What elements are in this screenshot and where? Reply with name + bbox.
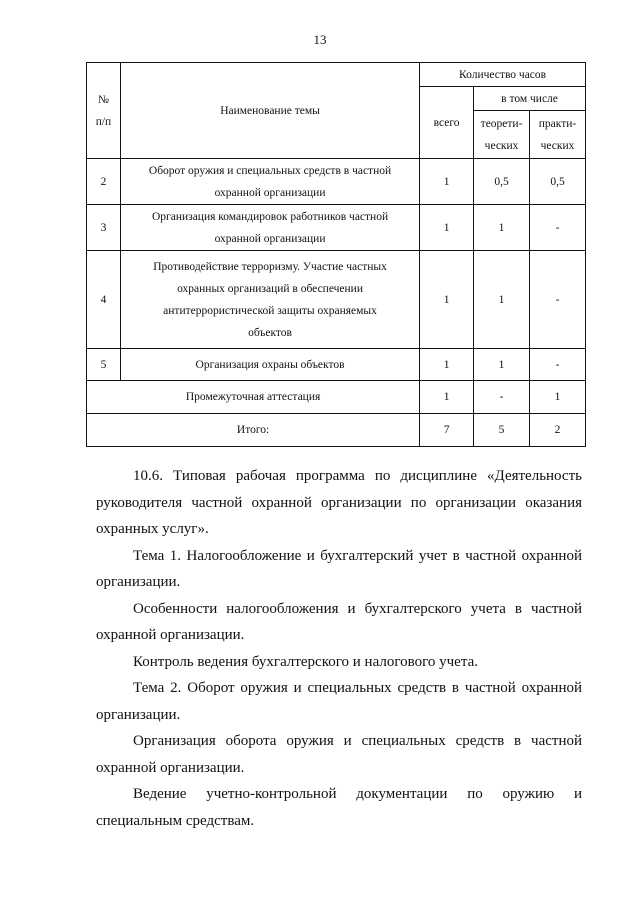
paragraph-taxation: Особенности налогообложения и бухгалтерского учета в частной охранной организации. <box>96 600 582 643</box>
table-row <box>87 349 586 381</box>
row-topic <box>120 251 419 349</box>
row-practice: - <box>530 349 586 381</box>
header-practice-line: практи- <box>538 117 577 130</box>
header-practice <box>530 111 586 159</box>
interim-practice: 1 <box>530 381 586 414</box>
row-topic-line: Организация командировок работников частной <box>151 210 389 223</box>
interim-theory: - <box>474 381 530 414</box>
row-topic-line: Противодействие терроризму. Участие частных <box>153 260 387 273</box>
body-text <box>96 463 582 834</box>
row-practice: - <box>530 251 586 349</box>
row-topic-line: охранных организаций в обеспечении <box>177 282 363 295</box>
row-number: 5 <box>87 349 121 381</box>
row-topic-line: Организация охраны объектов <box>195 358 345 371</box>
header-number <box>87 63 121 159</box>
row-topic-line: антитеррористической защиты охраняемых <box>163 304 377 317</box>
paragraph-accounting-control: Контроль ведения бухгалтерского и налогового учета. <box>133 653 478 670</box>
interim-row <box>87 381 586 414</box>
header-total: всего <box>420 87 474 159</box>
row-total: 1 <box>420 159 474 205</box>
header-theory <box>474 111 530 159</box>
row-theory: 1 <box>474 251 530 349</box>
paragraph-documentation: Ведение учетно-контрольной документации по оружию и специальным средствам. <box>96 786 582 829</box>
row-theory: 0,5 <box>474 159 530 205</box>
paragraph-topic-1: Тема 1. Налогообложение и бухгалтерский учет в частной охранной организации. <box>96 547 582 590</box>
row-topic-line: охранной организации <box>214 186 326 199</box>
header-hours: Количество часов <box>420 63 586 87</box>
total-row <box>87 414 586 447</box>
page-number: 13 <box>313 32 327 47</box>
row-practice: 0,5 <box>530 159 586 205</box>
row-topic <box>120 205 419 251</box>
interim-total: 1 <box>420 381 474 414</box>
row-topic-line: охранной организации <box>214 232 326 245</box>
row-topic <box>120 349 419 381</box>
header-practice-line: ческих <box>540 139 575 152</box>
total-label: Итого: <box>87 414 420 447</box>
row-topic <box>120 159 419 205</box>
row-total: 1 <box>420 349 474 381</box>
total-theory: 5 <box>474 414 530 447</box>
row-topic-line: Оборот оружия и специальных средств в частной <box>148 164 392 177</box>
paragraph-weapons-turnover: Организация оборота оружия и специальных средств в частной охранной организации. <box>96 733 582 776</box>
row-practice: - <box>530 205 586 251</box>
row-number: 2 <box>87 159 121 205</box>
header-number-line: № <box>97 93 109 106</box>
row-topic-line: объектов <box>248 326 292 339</box>
row-number: 3 <box>87 205 121 251</box>
header-number-line: п/п <box>95 115 112 128</box>
total-practice: 2 <box>530 414 586 447</box>
interim-label: Промежуточная аттестация <box>87 381 420 414</box>
table-row <box>87 251 586 349</box>
row-theory: 1 <box>474 205 530 251</box>
header-theory-line: теорети- <box>480 117 523 130</box>
row-number: 4 <box>87 251 121 349</box>
row-total: 1 <box>420 205 474 251</box>
paragraph-program: 10.6. Типовая рабочая программа по дисциплине «Деятельность руководителя частной охранной организации по организации оказания охранных услуг». <box>96 468 582 537</box>
hours-table <box>86 62 586 447</box>
paragraph-topic-2: Тема 2. Оборот оружия и специальных средств в частной охранной организации. <box>96 680 582 723</box>
header-topic-name: Наименование темы <box>120 63 419 159</box>
header-theory-line: ческих <box>484 139 519 152</box>
table-row <box>87 205 586 251</box>
total-hours: 7 <box>420 414 474 447</box>
table-row <box>87 159 586 205</box>
row-theory: 1 <box>474 349 530 381</box>
header-including: в том числе <box>474 87 586 111</box>
row-total: 1 <box>420 251 474 349</box>
